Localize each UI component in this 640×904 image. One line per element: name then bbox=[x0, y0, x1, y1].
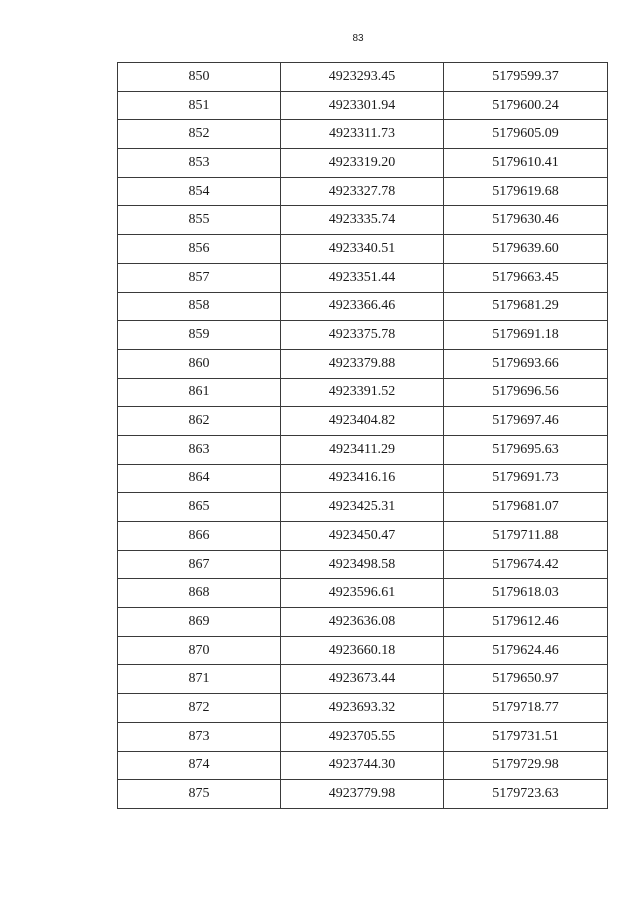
point-number-cell: 875 bbox=[118, 780, 281, 809]
point-number-cell: 867 bbox=[118, 550, 281, 579]
x-coordinate-cell: 4923366.46 bbox=[281, 292, 444, 321]
x-coordinate-cell: 4923744.30 bbox=[281, 751, 444, 780]
table-row bbox=[118, 550, 608, 579]
x-coordinate-cell: 4923335.74 bbox=[281, 206, 444, 235]
table-row bbox=[118, 91, 608, 120]
table-row bbox=[118, 177, 608, 206]
y-coordinate-cell: 5179618.03 bbox=[444, 579, 608, 608]
table-row bbox=[118, 321, 608, 350]
coordinates-table bbox=[117, 62, 608, 809]
x-coordinate-cell: 4923416.16 bbox=[281, 464, 444, 493]
y-coordinate-cell: 5179674.42 bbox=[444, 550, 608, 579]
table-row bbox=[118, 579, 608, 608]
point-number-cell: 866 bbox=[118, 522, 281, 551]
table-row bbox=[118, 120, 608, 149]
table-row bbox=[118, 636, 608, 665]
y-coordinate-cell: 5179650.97 bbox=[444, 665, 608, 694]
page-number: 83 bbox=[352, 33, 364, 44]
x-coordinate-cell: 4923404.82 bbox=[281, 407, 444, 436]
x-coordinate-cell: 4923411.29 bbox=[281, 435, 444, 464]
table-row bbox=[118, 493, 608, 522]
y-coordinate-cell: 5179612.46 bbox=[444, 608, 608, 637]
x-coordinate-cell: 4923391.52 bbox=[281, 378, 444, 407]
table-row bbox=[118, 378, 608, 407]
table-row bbox=[118, 235, 608, 264]
x-coordinate-cell: 4923379.88 bbox=[281, 349, 444, 378]
point-number-cell: 869 bbox=[118, 608, 281, 637]
y-coordinate-cell: 5179599.37 bbox=[444, 63, 608, 92]
y-coordinate-cell: 5179624.46 bbox=[444, 636, 608, 665]
y-coordinate-cell: 5179619.68 bbox=[444, 177, 608, 206]
table-row bbox=[118, 522, 608, 551]
x-coordinate-cell: 4923450.47 bbox=[281, 522, 444, 551]
point-number-cell: 863 bbox=[118, 435, 281, 464]
y-coordinate-cell: 5179731.51 bbox=[444, 722, 608, 751]
x-coordinate-cell: 4923351.44 bbox=[281, 263, 444, 292]
point-number-cell: 865 bbox=[118, 493, 281, 522]
y-coordinate-cell: 5179729.98 bbox=[444, 751, 608, 780]
y-coordinate-cell: 5179610.41 bbox=[444, 149, 608, 178]
x-coordinate-cell: 4923779.98 bbox=[281, 780, 444, 809]
point-number-cell: 871 bbox=[118, 665, 281, 694]
table-row bbox=[118, 149, 608, 178]
y-coordinate-cell: 5179711.88 bbox=[444, 522, 608, 551]
y-coordinate-cell: 5179723.63 bbox=[444, 780, 608, 809]
x-coordinate-cell: 4923301.94 bbox=[281, 91, 444, 120]
point-number-cell: 861 bbox=[118, 378, 281, 407]
point-number-cell: 857 bbox=[118, 263, 281, 292]
x-coordinate-cell: 4923375.78 bbox=[281, 321, 444, 350]
y-coordinate-cell: 5179697.46 bbox=[444, 407, 608, 436]
point-number-cell: 850 bbox=[118, 63, 281, 92]
x-coordinate-cell: 4923660.18 bbox=[281, 636, 444, 665]
x-coordinate-cell: 4923311.73 bbox=[281, 120, 444, 149]
point-number-cell: 851 bbox=[118, 91, 281, 120]
point-number-cell: 862 bbox=[118, 407, 281, 436]
point-number-cell: 852 bbox=[118, 120, 281, 149]
point-number-cell: 859 bbox=[118, 321, 281, 350]
point-number-cell: 858 bbox=[118, 292, 281, 321]
y-coordinate-cell: 5179663.45 bbox=[444, 263, 608, 292]
point-number-cell: 860 bbox=[118, 349, 281, 378]
point-number-cell: 868 bbox=[118, 579, 281, 608]
x-coordinate-cell: 4923693.32 bbox=[281, 694, 444, 723]
table-row bbox=[118, 63, 608, 92]
table-row bbox=[118, 722, 608, 751]
x-coordinate-cell: 4923293.45 bbox=[281, 63, 444, 92]
x-coordinate-cell: 4923636.08 bbox=[281, 608, 444, 637]
table-row bbox=[118, 407, 608, 436]
point-number-cell: 854 bbox=[118, 177, 281, 206]
table-row bbox=[118, 263, 608, 292]
y-coordinate-cell: 5179691.18 bbox=[444, 321, 608, 350]
point-number-cell: 874 bbox=[118, 751, 281, 780]
point-number-cell: 853 bbox=[118, 149, 281, 178]
table-row bbox=[118, 780, 608, 809]
x-coordinate-cell: 4923705.55 bbox=[281, 722, 444, 751]
y-coordinate-cell: 5179600.24 bbox=[444, 91, 608, 120]
y-coordinate-cell: 5179718.77 bbox=[444, 694, 608, 723]
x-coordinate-cell: 4923340.51 bbox=[281, 235, 444, 264]
point-number-cell: 856 bbox=[118, 235, 281, 264]
table-row bbox=[118, 608, 608, 637]
x-coordinate-cell: 4923319.20 bbox=[281, 149, 444, 178]
x-coordinate-cell: 4923498.58 bbox=[281, 550, 444, 579]
point-number-cell: 873 bbox=[118, 722, 281, 751]
point-number-cell: 870 bbox=[118, 636, 281, 665]
y-coordinate-cell: 5179691.73 bbox=[444, 464, 608, 493]
y-coordinate-cell: 5179681.29 bbox=[444, 292, 608, 321]
x-coordinate-cell: 4923596.61 bbox=[281, 579, 444, 608]
y-coordinate-cell: 5179696.56 bbox=[444, 378, 608, 407]
point-number-cell: 855 bbox=[118, 206, 281, 235]
table-row bbox=[118, 694, 608, 723]
table-row bbox=[118, 292, 608, 321]
x-coordinate-cell: 4923673.44 bbox=[281, 665, 444, 694]
table-row bbox=[118, 206, 608, 235]
y-coordinate-cell: 5179695.63 bbox=[444, 435, 608, 464]
table-row bbox=[118, 435, 608, 464]
table-row bbox=[118, 349, 608, 378]
y-coordinate-cell: 5179681.07 bbox=[444, 493, 608, 522]
coordinates-table-body bbox=[118, 63, 608, 809]
x-coordinate-cell: 4923425.31 bbox=[281, 493, 444, 522]
table-row bbox=[118, 751, 608, 780]
table-row bbox=[118, 665, 608, 694]
point-number-cell: 864 bbox=[118, 464, 281, 493]
y-coordinate-cell: 5179639.60 bbox=[444, 235, 608, 264]
y-coordinate-cell: 5179630.46 bbox=[444, 206, 608, 235]
y-coordinate-cell: 5179605.09 bbox=[444, 120, 608, 149]
y-coordinate-cell: 5179693.66 bbox=[444, 349, 608, 378]
x-coordinate-cell: 4923327.78 bbox=[281, 177, 444, 206]
point-number-cell: 872 bbox=[118, 694, 281, 723]
table-row bbox=[118, 464, 608, 493]
